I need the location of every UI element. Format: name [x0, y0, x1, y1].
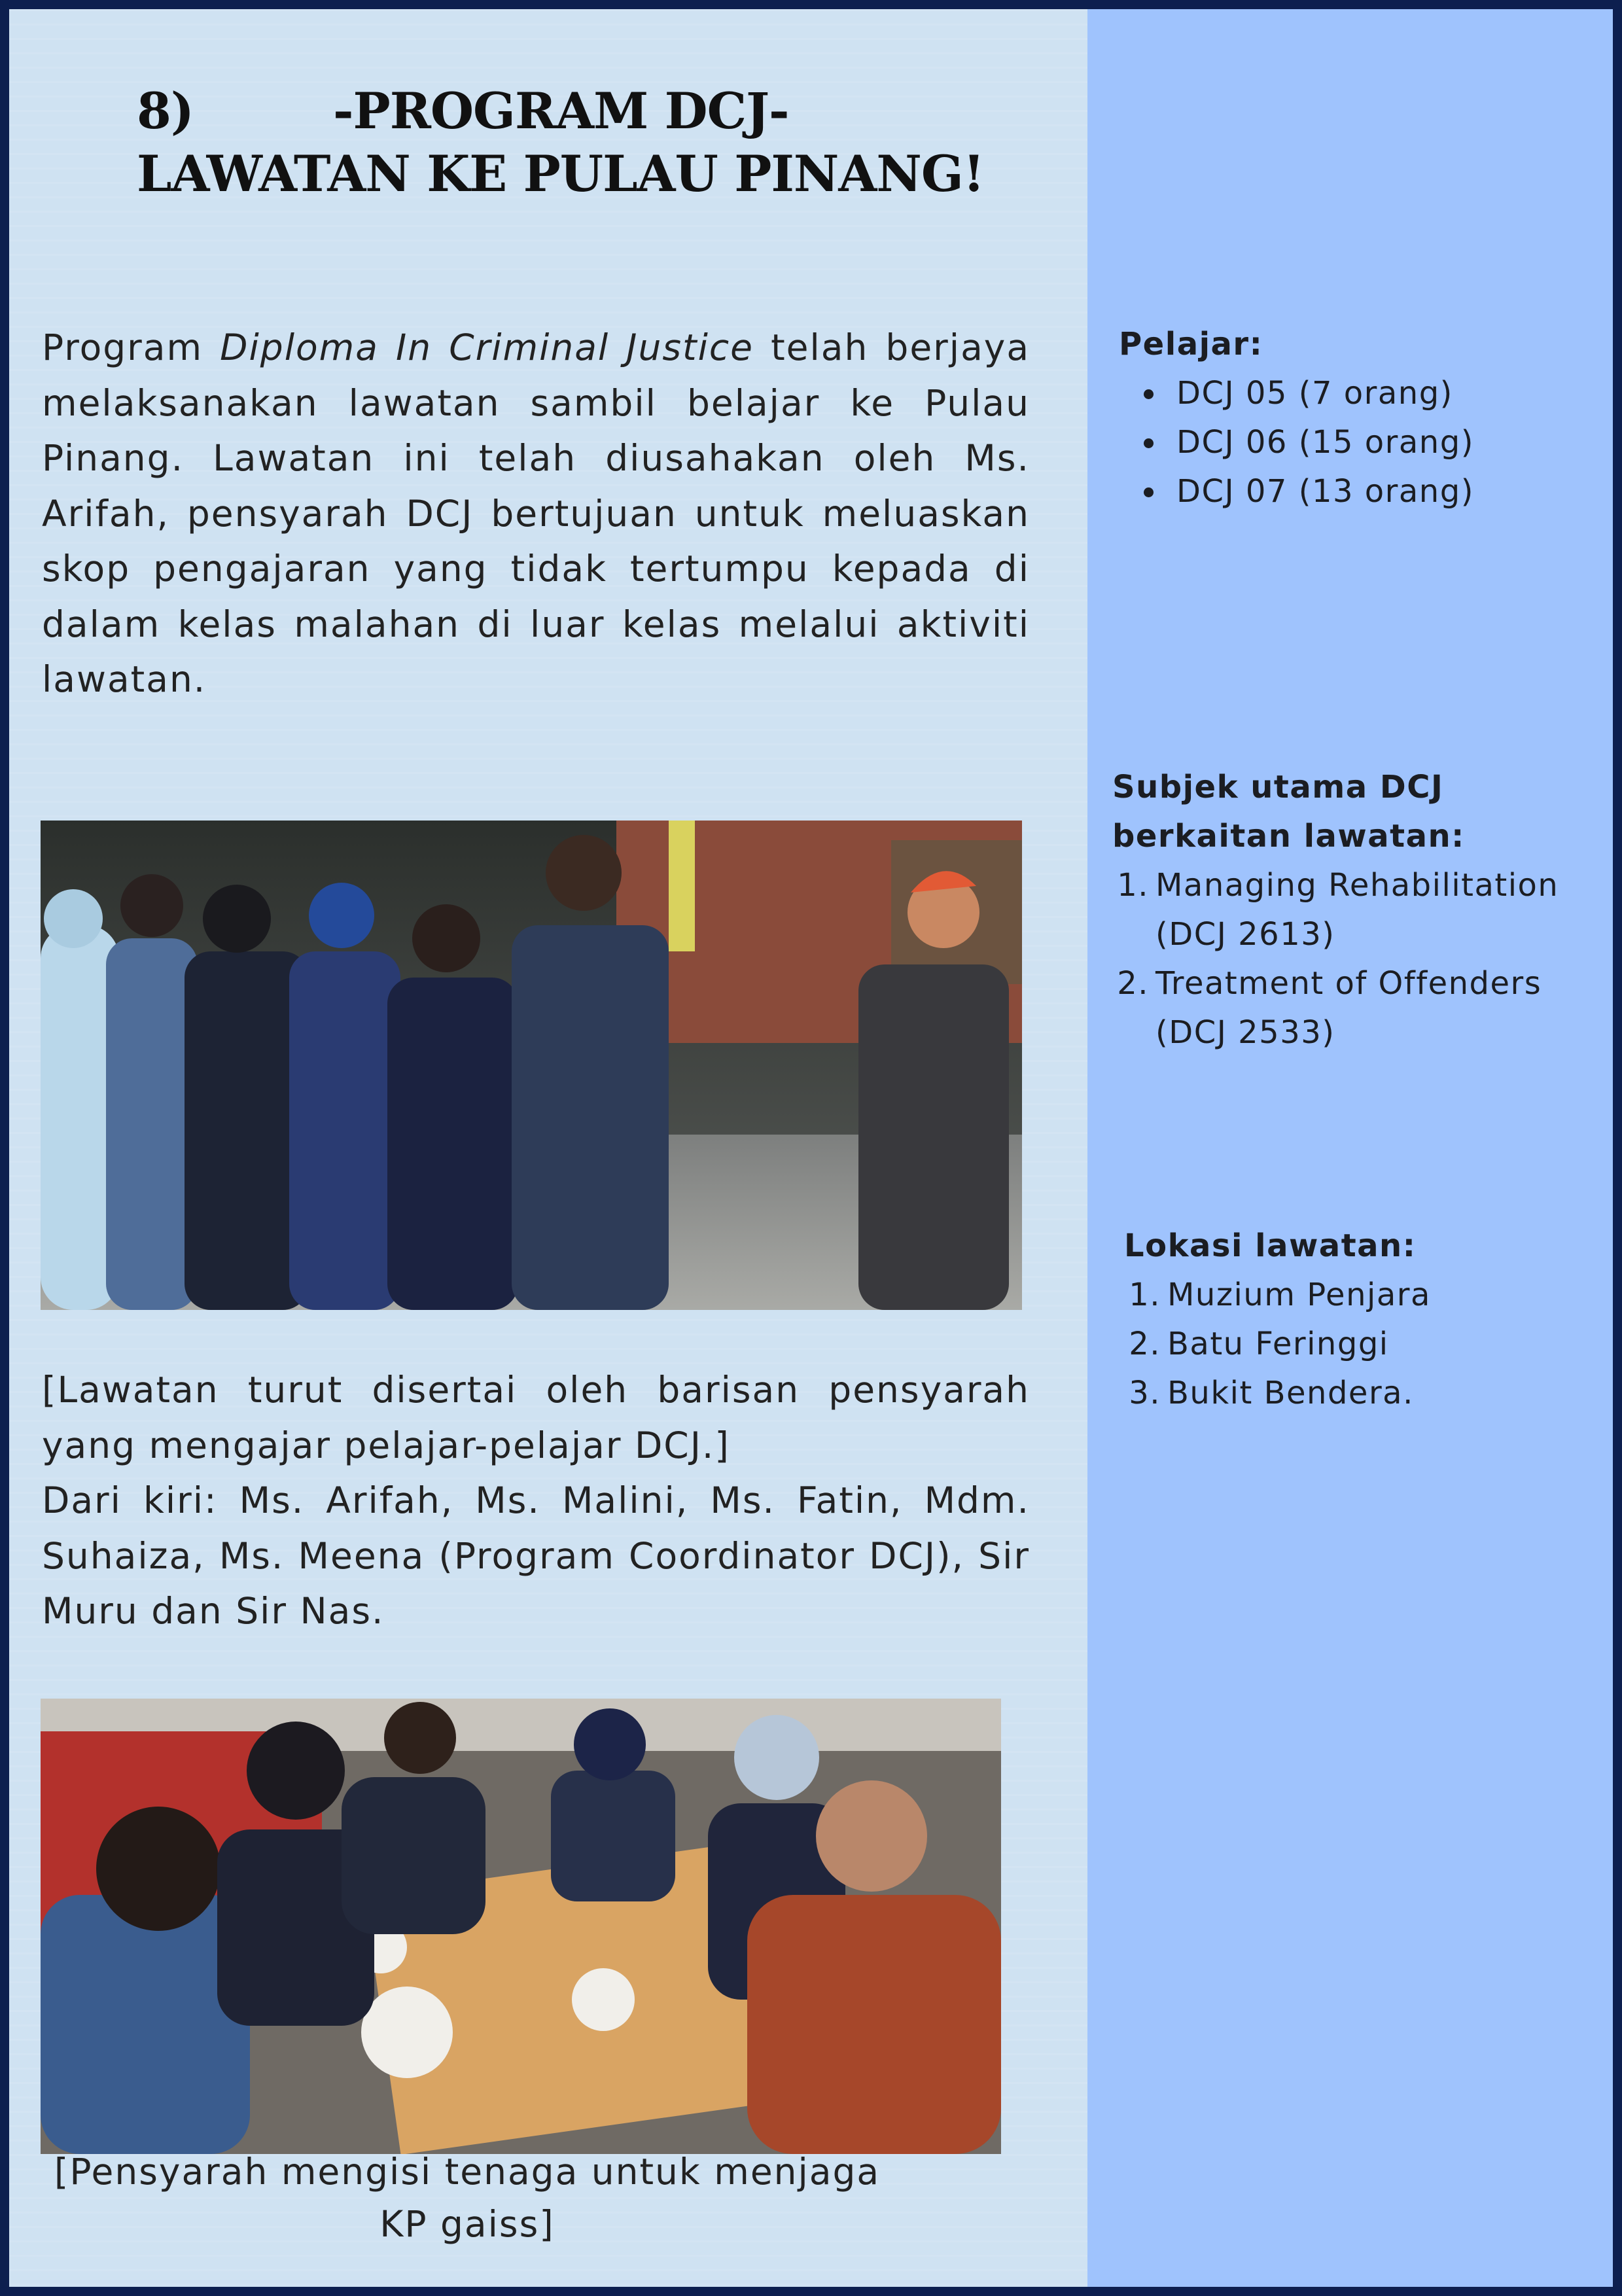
- caption1-line1: [Lawatan turut disertai oleh barisan pensyarah yang mengajar pelajar-pelajar DCJ.]: [42, 1369, 1030, 1466]
- list-item: [1112, 959, 1559, 1057]
- item-number: 2.: [1129, 1326, 1161, 1362]
- list-item: [1112, 861, 1559, 959]
- page-title: [137, 80, 984, 205]
- subjects-heading-2: berkaitan lawatan:: [1112, 818, 1465, 855]
- list-item: DCJ 06 (15 orang): [1176, 418, 1474, 467]
- subject-name: Treatment of Offenders: [1155, 965, 1542, 1002]
- intro-lead: Program: [42, 327, 203, 368]
- location-name: Bukit Bendera.: [1167, 1375, 1414, 1411]
- item-number: 1.: [1129, 1277, 1161, 1313]
- intro-program-name: Diploma In Criminal Justice: [220, 327, 754, 368]
- page: [9, 9, 1613, 2287]
- locations-section: [1124, 1222, 1431, 1418]
- title-line-2: LAWATAN KE PULAU PINANG!: [137, 145, 985, 203]
- group-photo-restaurant: [41, 1699, 1001, 2154]
- item-text: [1155, 861, 1559, 959]
- intro-body: telah berjaya melaksanakan lawatan sambil belajar ke Pulau Pinang. Lawatan ini telah diusahakan oleh Ms. Arifah, pensyarah DCJ bertujuan untuk meluaskan skop pengajaran yang tidak tertumpu kepada di dalam kelas malahan di luar kelas melalui aktiviti lawatan.: [42, 327, 1031, 700]
- location-name: Muzium Penjara: [1167, 1277, 1431, 1313]
- intro-paragraph: [42, 320, 1030, 707]
- subject-code: (DCJ 2533): [1155, 1014, 1335, 1051]
- subjects-heading-1: Subjek utama DCJ: [1112, 769, 1444, 805]
- list-item: [1124, 1320, 1431, 1369]
- list-item: DCJ 07 (13 orang): [1176, 467, 1474, 516]
- section-number: 8): [137, 82, 194, 140]
- item-number: 1.: [1117, 867, 1149, 904]
- students-section: [1119, 320, 1474, 516]
- subjects-list: [1112, 861, 1559, 1057]
- list-item: [1124, 1271, 1431, 1320]
- group-photo-outdoor: [41, 821, 1022, 1310]
- caption2-line1: [Pensyarah mengisi tenaga untuk menjaga: [54, 2151, 881, 2193]
- subject-name: Managing Rehabilitation: [1155, 867, 1559, 904]
- item-text: [1155, 959, 1559, 1057]
- caption1-line2: Dari kiri: Ms. Arifah, Ms. Malini, Ms. Fatin, Mdm. Suhaiza, Ms. Meena (Program Coordinator DCJ), Sir Muru dan Sir Nas.: [42, 1479, 1030, 1632]
- subjects-section: [1112, 763, 1559, 1057]
- students-list: [1119, 369, 1474, 516]
- photo2-caption: [42, 2146, 892, 2250]
- left-column: [9, 9, 1087, 2287]
- item-number: 2.: [1117, 965, 1149, 1002]
- caption2-line2: KP gaiss]: [379, 2203, 555, 2245]
- photo1-caption: [42, 1362, 1030, 1639]
- students-heading: Pelajar:: [1119, 326, 1263, 362]
- locations-list: [1124, 1271, 1431, 1418]
- title-line-1: -PROGRAM DCJ-: [333, 82, 789, 140]
- sidebar: [1087, 9, 1613, 2287]
- list-item: [1124, 1369, 1431, 1418]
- subject-code: (DCJ 2613): [1155, 916, 1335, 953]
- item-number: 3.: [1129, 1375, 1161, 1411]
- location-name: Batu Feringgi: [1167, 1326, 1389, 1362]
- locations-heading: Lokasi lawatan:: [1124, 1227, 1417, 1264]
- list-item: DCJ 05 (7 orang): [1176, 369, 1474, 418]
